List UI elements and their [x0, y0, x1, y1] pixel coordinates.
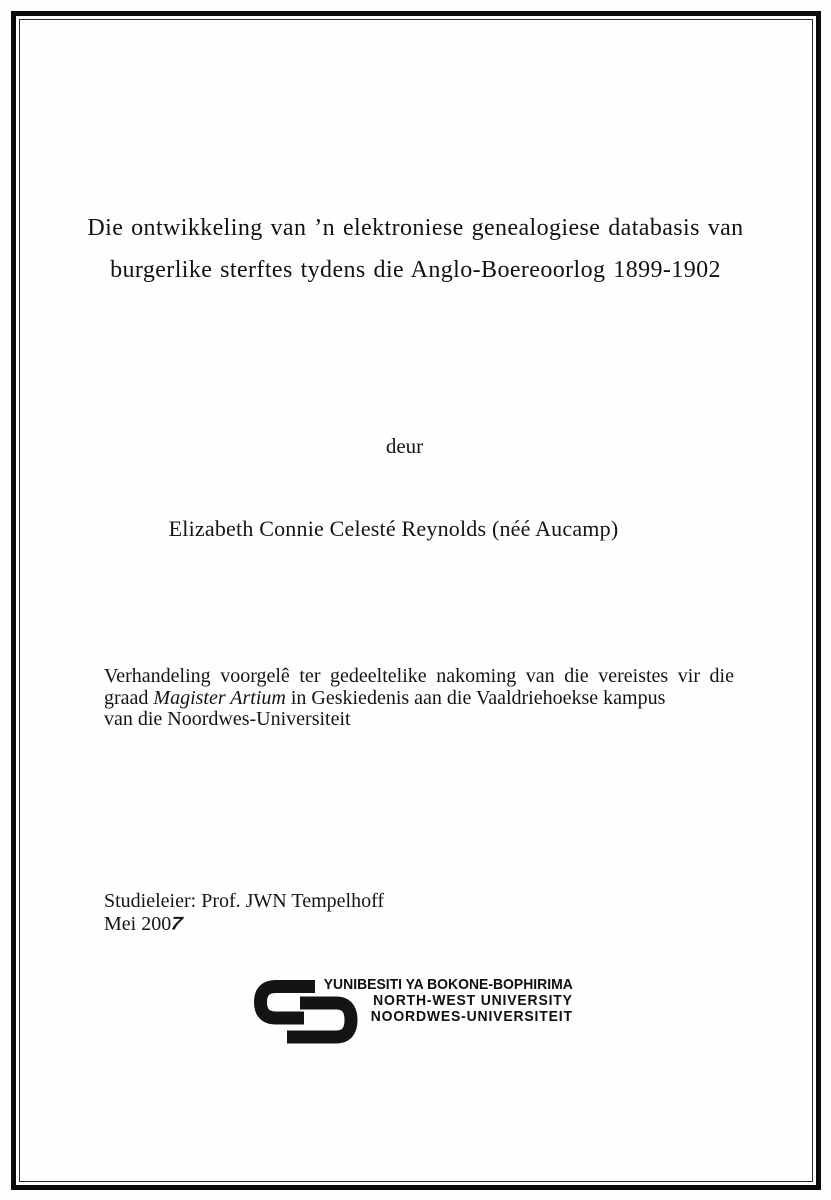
thesis-title [60, 207, 771, 291]
page-border-inner [19, 19, 813, 1182]
date-last-digit: 7 [169, 913, 184, 934]
logo-text-english: NORTH-WEST UNIVERSITY [373, 992, 573, 1009]
date-line [104, 913, 384, 936]
imprint-block [104, 890, 384, 935]
degree-statement [104, 666, 734, 731]
page-border-outer [11, 11, 821, 1190]
logo-text-afrikaans: NOORDWES-UNIVERSITEIT [370, 1008, 573, 1025]
degree-statement-line2 [104, 688, 734, 710]
byline-preposition: deur [385, 434, 424, 458]
logo-text-setswana: YUNIBESITI YA BOKONE-BOPHIRIMA [323, 976, 573, 993]
degree-statement-line1: Verhandeling voorgelê ter gedeeltelike nakoming van die vereistes vir die [104, 665, 734, 687]
degree-statement-line3: van die Noordwes-Universiteit [104, 708, 351, 731]
degree-statement-line2-pre: graad [104, 686, 154, 709]
author-name: Elizabeth Connie Celesté Reynolds (néé Aucamp) [168, 516, 619, 541]
supervisor-line: Studieleier: Prof. JWN Tempelhoff [104, 890, 385, 912]
thesis-title-line2: burgerlike sterftes tydens die Anglo-Boereoorlog 1899-1902 [110, 257, 721, 283]
degree-statement-line2-post: in Geskiedenis aan die Vaaldriehoekse kampus [285, 686, 666, 709]
thesis-title-line1: Die ontwikkeling van ’n elektroniese genealogiese databasis van [87, 215, 744, 241]
date-prefix: Mei 200 [104, 912, 172, 935]
chain-links-icon [252, 965, 358, 1058]
degree-name: Magister Artium [153, 686, 286, 709]
university-logo-text [324, 977, 573, 1025]
